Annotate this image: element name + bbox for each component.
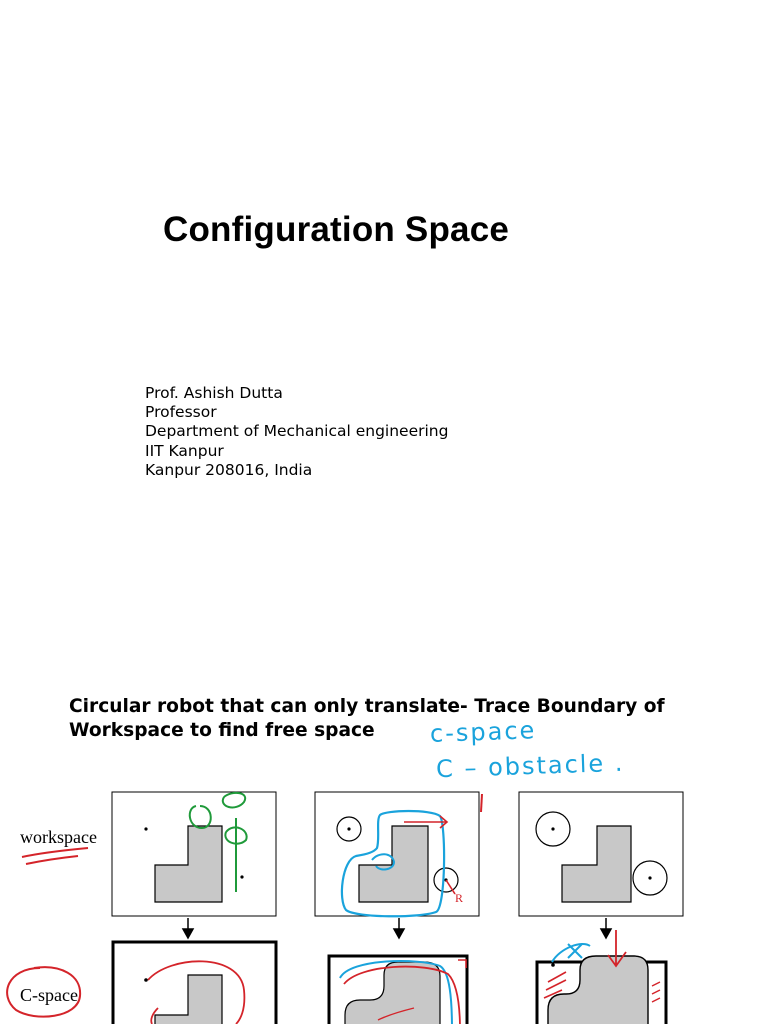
handwritten-cspace-note: c-space <box>429 716 537 748</box>
author-address: Kanpur 208016, India <box>145 460 313 479</box>
handwritten-r: R <box>455 891 464 905</box>
down-arrows <box>183 918 611 938</box>
author-position: Professor <box>145 403 217 422</box>
author-institute: IIT Kanpur <box>145 441 224 460</box>
slide2-title <box>69 695 709 743</box>
cspace-label: C-space <box>20 985 78 1005</box>
author-name: Prof. Ashish Dutta <box>145 384 283 402</box>
workspace-underline <box>22 848 88 864</box>
robot-point-1 <box>144 827 147 830</box>
handwritten-cobstacle-note: C – obstacle . <box>435 748 625 784</box>
cspace-diagram <box>0 768 768 1024</box>
author-block <box>145 384 448 480</box>
cspace-figure <box>0 768 768 1024</box>
author-department: Department of Mechanical engineering <box>145 422 449 441</box>
slide-title: Configuration Space <box>163 210 510 249</box>
workspace-label: workspace <box>20 827 97 847</box>
robot-point-2 <box>240 875 243 878</box>
slide2-title-line2: Workspace to find free space <box>69 720 375 741</box>
slide2-title-line1: Circular robot that can only translate- Trace Boundary of <box>69 696 665 717</box>
